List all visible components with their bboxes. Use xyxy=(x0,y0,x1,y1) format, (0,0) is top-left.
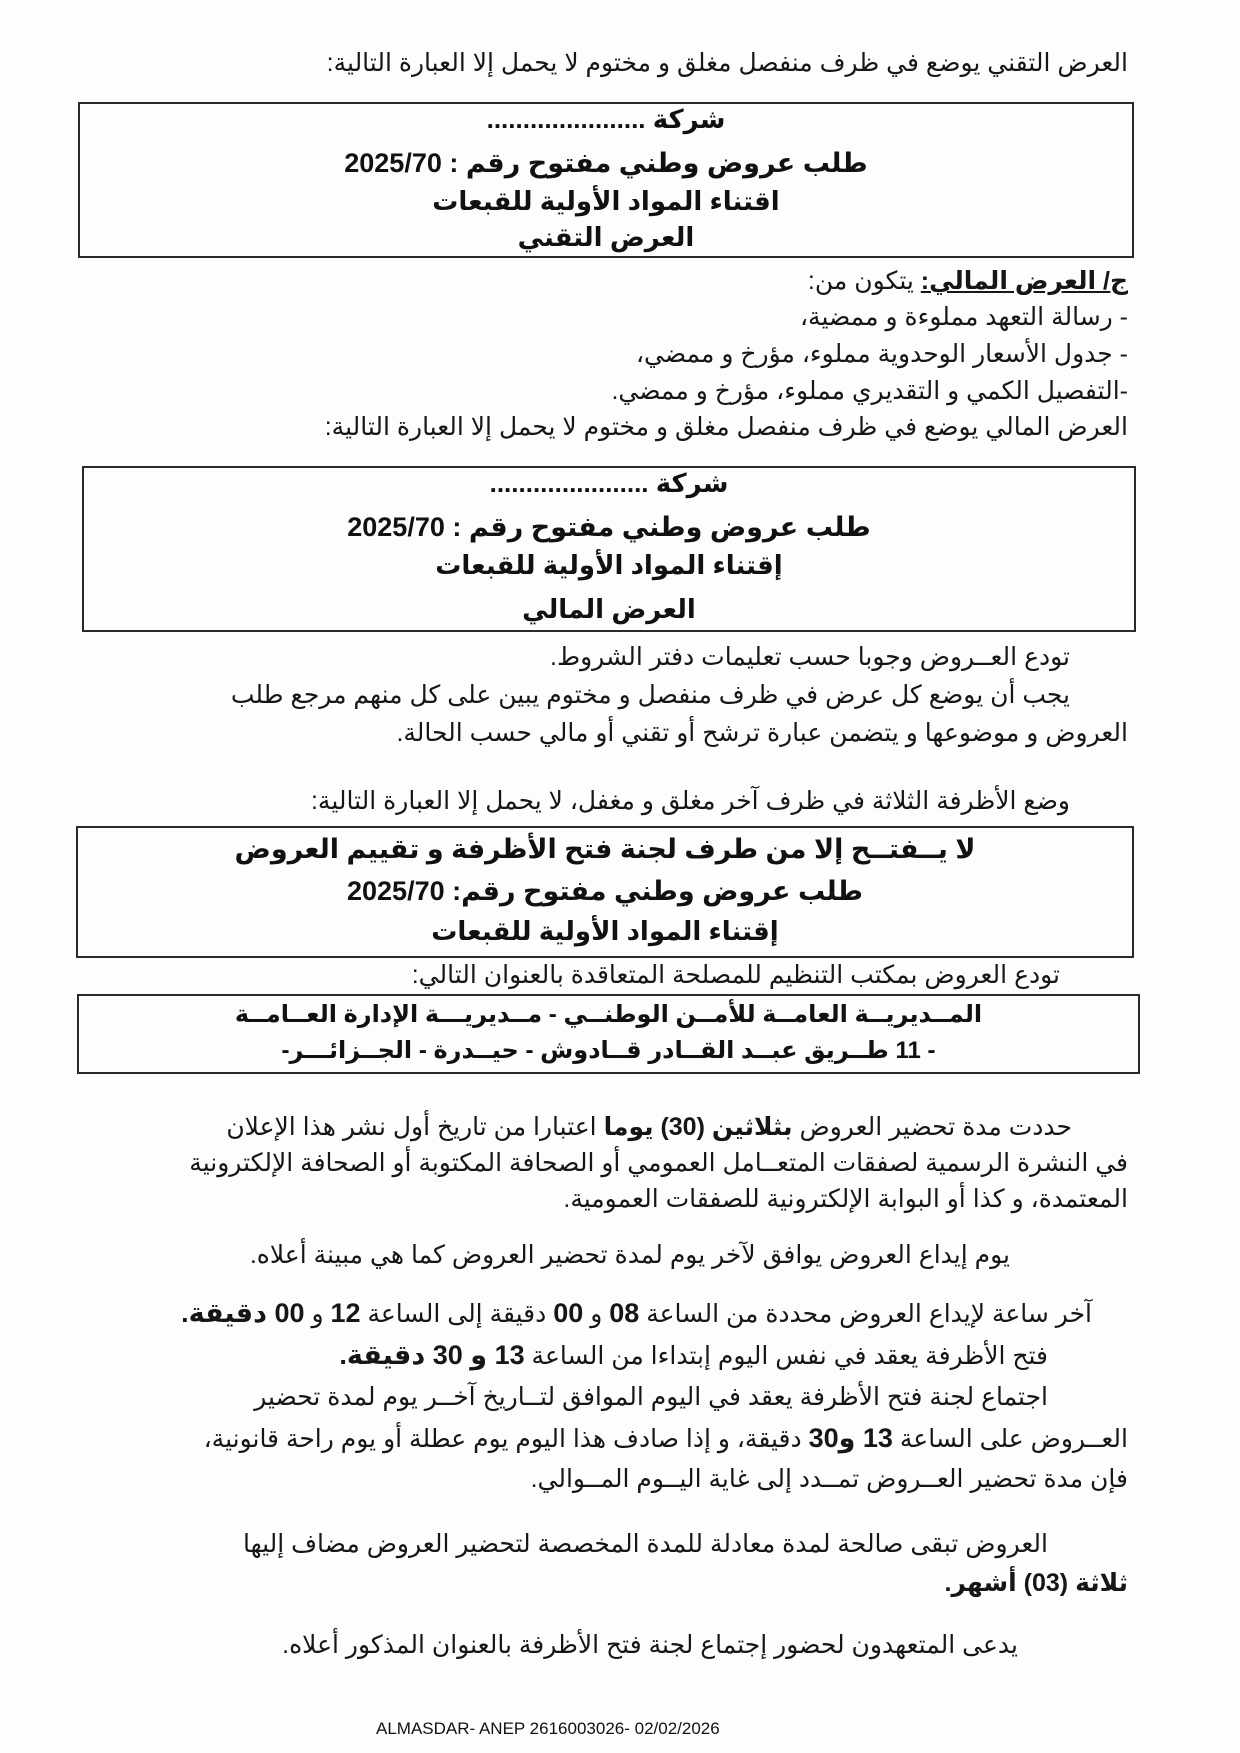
deadline-days: بثلاثين (30) يوما xyxy=(603,1113,793,1141)
address-line1: المــديريــة العامــة للأمــن الوطنــي - مــديريـــة الإدارة العــامــة xyxy=(234,1001,983,1028)
offer-label: العرض المالي xyxy=(522,594,696,624)
end-minute: 00 دقيقة. xyxy=(181,1298,305,1328)
committee-line1: اجتماع لجنة فتح الأظرفة يعقد في اليوم الموافق لتــاريخ آخــر يوم لمدة تحضير xyxy=(254,1383,1048,1411)
financial-offer-heading xyxy=(808,264,1128,298)
deposit-instruction: تودع العــروض وجوبا حسب تعليمات دفتر الشروط. xyxy=(550,643,1070,671)
tender-number: طلب عروض وطني مفتوح رقم : 2025/70 xyxy=(347,512,871,542)
financial-item: - جدول الأسعار الوحدوية مملوء، مؤرخ و ممضي، xyxy=(635,340,1128,368)
tender-subject: اقتناء المواد الأولية للقبعات xyxy=(432,186,780,216)
opening-text: فتح الأظرفة يعقد في نفس اليوم إبتداءا من الساعة xyxy=(524,1342,1048,1370)
publication-reference: ALMASDAR- ANEP 2616003026- 02/02/2026 xyxy=(376,1719,720,1738)
validity-line2: ثلاثة (03) أشهر. xyxy=(944,1569,1128,1597)
do-not-open-notice: لا يــفتــح إلا من طرف لجنة فتح الأظرفة و تقييم العروض xyxy=(234,834,976,864)
validity-line1: العروض تبقى صالحة لمدة معادلة للمدة المخصصة لتحضير العروض مضاف إليها xyxy=(242,1530,1048,1558)
deadline-line1 xyxy=(226,1110,1072,1144)
financial-item: - رسالة التعهد مملوءة و ممضية، xyxy=(799,303,1128,331)
opening-hour: 13 و 30 دقيقة. xyxy=(339,1340,525,1370)
tender-number: طلب عروض وطني مفتوح رقم: 2025/70 xyxy=(347,876,863,906)
financial-offer-intro: العرض المالي يوضع في ظرف منفصل مغلق و مختوم لا يحمل إلا العبارة التالية: xyxy=(324,413,1128,441)
tender-number: طلب عروض وطني مفتوح رقم : 2025/70 xyxy=(344,148,868,178)
offer-label: العرض التقني xyxy=(517,222,695,252)
company-placeholder: شركة ...................... xyxy=(489,468,729,498)
address-line2: - 11 طــريق عبــد القــادر قــادوش - حيــدرة - الجــزائـــر- xyxy=(281,1037,936,1064)
financial-envelope-box xyxy=(82,466,1136,632)
outer-envelope-instruction: وضع الأظرفة الثلاثة في ظرف آخر مغلق و مغفل، لا يحمل إلا العبارة التالية: xyxy=(310,787,1070,815)
financial-offer-title-suffix: يتكون من: xyxy=(807,267,914,295)
committee-line2 xyxy=(204,1421,1128,1456)
technical-envelope-box xyxy=(78,102,1134,258)
committee-text: دقيقة، و إذا صادف هذا اليوم يوم عطلة أو يوم راحة قانونية، xyxy=(203,1425,809,1453)
deadline-line3: المعتمدة، و كذا أو البوابة الإلكترونية للصفقات العمومية. xyxy=(563,1185,1128,1213)
address-intro: تودع العروض بمكتب التنظيم للمصلحة المتعاقدة بالعنوان التالي: xyxy=(411,961,1060,989)
committee-text: العــروض على الساعة xyxy=(892,1425,1128,1453)
deadline-text: اعتبارا من تاريخ أول نشر هذا الإعلان xyxy=(226,1113,604,1141)
envelope-instruction-line1: يجب أن يوضع كل عرض في ظرف منفصل و مختوم يبين على كل منهم مرجع طلب xyxy=(230,681,1070,709)
hours-text: و xyxy=(304,1300,331,1328)
committee-hour: 13 و30 xyxy=(808,1423,893,1453)
financial-item: -التفصيل الكمي و التقديري مملوء، مؤرخ و ممضي. xyxy=(611,377,1128,405)
tender-subject: إقتناء المواد الأولية للقبعات xyxy=(431,916,779,946)
start-hour: 08 xyxy=(609,1298,640,1328)
envelope-instruction-line2: العروض و موضوعها و يتضمن عبارة ترشح أو تقني أو مالي حسب الحالة. xyxy=(396,719,1128,747)
deposit-day: يوم إيداع العروض يوافق لآخر يوم لمدة تحضير العروض كما هي مبينة أعلاه. xyxy=(249,1241,1010,1269)
technical-offer-intro: العرض التقني يوضع في ظرف منفصل مغلق و مختوم لا يحمل إلا العبارة التالية: xyxy=(326,49,1128,77)
address-box xyxy=(77,994,1140,1074)
opening-time xyxy=(339,1338,1048,1373)
start-minute: 00 xyxy=(553,1298,584,1328)
committee-line3: فإن مدة تحضير العــروض تمــدد إلى غاية اليــوم المــوالي. xyxy=(530,1465,1128,1493)
hours-text: آخر ساعة لإيداع العروض محددة من الساعة xyxy=(639,1300,1092,1328)
financial-offer-title: ج/ العرض المالي: xyxy=(920,267,1128,295)
deadline-line2: في النشرة الرسمية لصفقات المتعــامل العمومي أو الصحافة المكتوبة أو الصحافة الإلكترونية xyxy=(189,1149,1128,1177)
deadline-text: حددت مدة تحضير العروض xyxy=(792,1113,1072,1141)
tender-subject: إقتناء المواد الأولية للقبعات xyxy=(435,550,783,580)
deposit-hours-line1 xyxy=(181,1296,1092,1331)
outer-envelope-box xyxy=(76,826,1134,958)
invitation: يدعى المتعهدون لحضور إجتماع لجنة فتح الأظرفة بالعنوان المذكور أعلاه. xyxy=(282,1631,1018,1659)
end-hour: 12 xyxy=(330,1298,361,1328)
hours-text: دقيقة إلى الساعة xyxy=(360,1300,554,1328)
hours-text: و xyxy=(583,1300,610,1328)
company-placeholder: شركة ...................... xyxy=(486,104,726,134)
